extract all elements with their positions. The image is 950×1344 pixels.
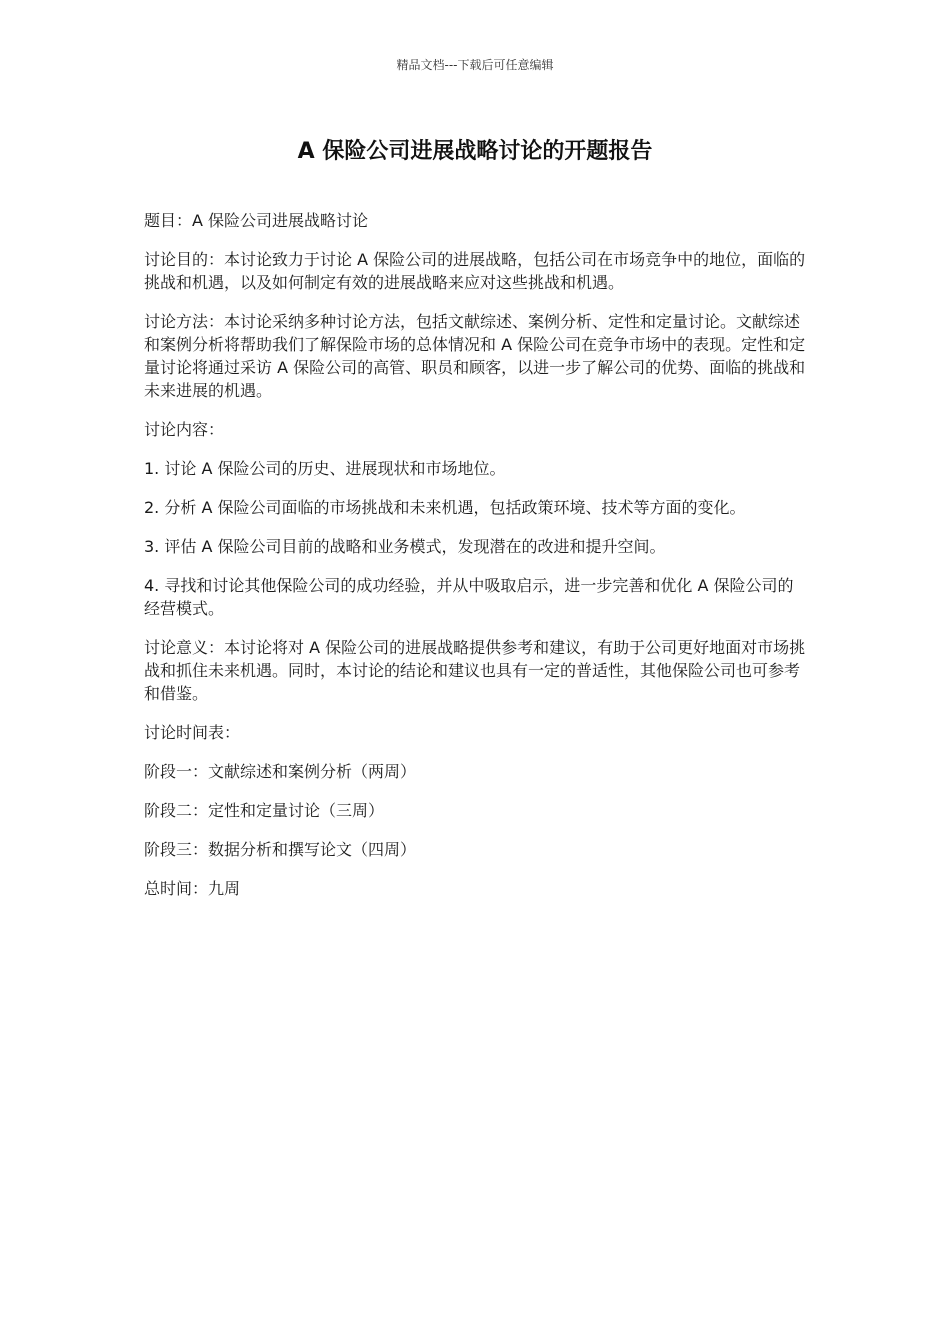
schedule-stage-2: 阶段二：定性和定量讨论（三周） [144,801,385,820]
schedule-heading: 讨论时间表： [144,723,241,742]
document-title: A 保险公司进展战略讨论的开题报告 [297,139,653,164]
research-content-heading: 讨论内容： [144,420,225,439]
topic-line: 题目：A 保险公司进展战略讨论 [144,211,369,230]
schedule-stage-3: 阶段三：数据分析和撰写论文（四周） [144,840,417,859]
document-body [144,209,809,916]
research-significance: 讨论意义：本讨论将对 A 保险公司的进展战略提供参考和建议，有助于公司更好地面对市场挑战和抓住未来机遇。同时，本讨论的结论和建议也具有一定的普适性，其他保险公司也可参考和借鉴。 [144,638,806,703]
schedule-total: 总时间：九周 [144,879,241,898]
header-note: 精品文档---下载后可任意编辑 [396,58,554,72]
research-purpose: 讨论目的：本讨论致力于讨论 A 保险公司的进展战略，包括公司在市场竞争中的地位，面临的挑战和机遇，以及如何制定有效的进展战略来应对这些挑战和机遇。 [144,250,806,292]
content-item-2: 2. 分析 A 保险公司面临的市场挑战和未来机遇，包括政策环境、技术等方面的变化。 [144,498,746,517]
research-method: 讨论方法：本讨论采纳多种讨论方法，包括文献综述、案例分析、定性和定量讨论。文献综述和案例分析将帮助我们了解保险市场的总体情况和 A 保险公司在竞争市场中的表现。定性和定量讨论将通过采访 A 保险公司的高管、职员和顾客，以进一步了解公司的优势、面临的挑战和未来进展的机遇。 [144,312,806,400]
content-item-1: 1. 讨论 A 保险公司的历史、进展现状和市场地位。 [144,459,506,478]
content-item-4: 4. 寻找和讨论其他保险公司的成功经验，并从中吸取启示，进一步完善和优化 A 保险公司的经营模式。 [144,576,794,618]
content-item-3: 3. 评估 A 保险公司目前的战略和业务模式，发现潜在的改进和提升空间。 [144,537,666,556]
schedule-stage-1: 阶段一：文献综述和案例分析（两周） [144,762,417,781]
